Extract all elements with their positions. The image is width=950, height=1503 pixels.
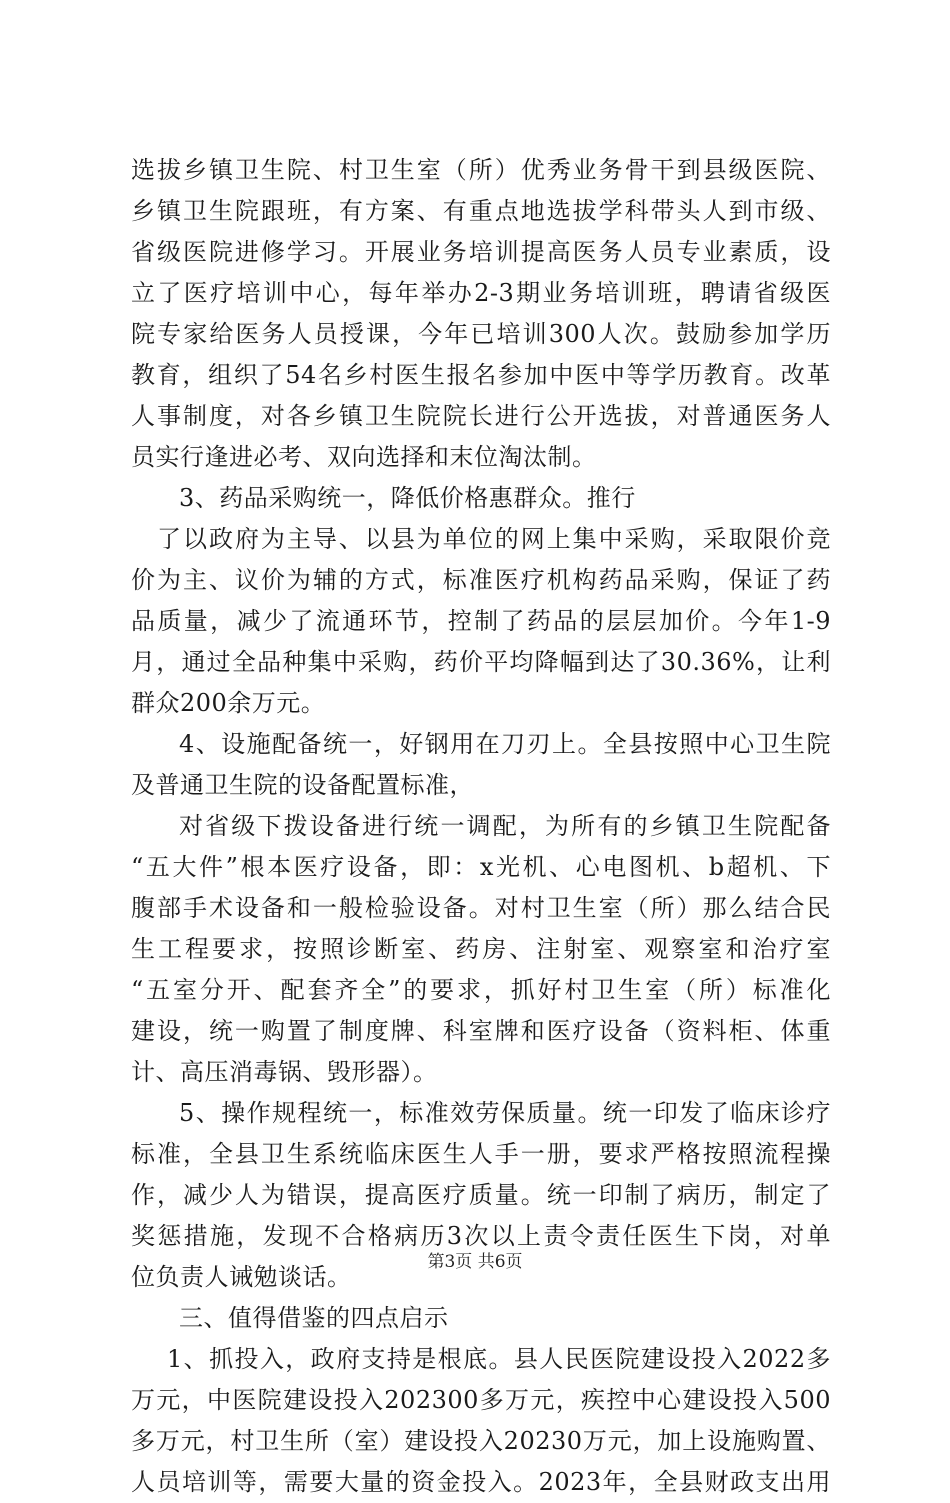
page-footer: [0, 1247, 950, 1272]
text-line: 院专家给医务人员授课，今年已培训300人次。鼓励参加学历: [131, 320, 831, 348]
text-line: 教育，组织了54名乡村医生报名参加中医中等学历教育。改革: [131, 361, 831, 389]
page-indicator: 第3页 共6页: [427, 1252, 523, 1272]
text-line: 建设，统一购置了制度牌、科室牌和医疗设备（资料柜、体重: [131, 1017, 831, 1045]
text-line: 及普通卫生院的设备配置标准，: [131, 771, 474, 799]
section-heading-5: 5、操作规程统一，标准效劳保质量。统一印发了临床诊疗: [179, 1099, 831, 1127]
section-heading-4: 4、设施配备统一，好钢用在刀刃上。全县按照中心卫生院: [179, 730, 831, 758]
section-heading-part3: 三、值得借鉴的四点启示: [179, 1304, 449, 1332]
text-line: 万元，中医院建设投入202300多万元，疾控中心建设投入500: [131, 1386, 831, 1414]
text-line: 作，减少人为错误，提高医疗质量。统一印制了病历，制定了: [131, 1181, 831, 1209]
text-line: 标准，全县卫生系统临床医生人手一册，要求严格按照流程操: [131, 1140, 831, 1168]
text-line: 群众200余万元。: [131, 689, 326, 717]
text-line: 立了医疗培训中心，每年举办2-3期业务培训班，聘请省级医: [131, 279, 831, 307]
text-line: “五室分开、配套齐全”的要求，抓好村卫生室（所）标准化: [131, 976, 831, 1004]
text-line: 计、高压消毒锅、毁形器）。: [131, 1058, 438, 1086]
text-line: 选拔乡镇卫生院、村卫生室（所）优秀业务骨干到县级医院、: [131, 156, 831, 184]
text-line: 了以政府为主导、以县为单位的网上集中采购，采取限价竞: [157, 525, 831, 553]
text-line: 腹部手术设备和一般检验设备。对村卫生室（所）那么结合民: [131, 894, 831, 922]
text-line: 人事制度，对各乡镇卫生院院长进行公开选拔，对普通医务人: [131, 402, 831, 430]
text-line: 价为主、议价为辅的方式，标准医疗机构药品采购，保证了药: [131, 566, 831, 594]
text-line: 生工程要求，按照诊断室、药房、注射室、观察室和治疗室: [131, 935, 831, 963]
text-line: 省级医院进修学习。开展业务培训提高医务人员专业素质，设: [131, 238, 831, 266]
text-line: 对省级下拨设备进行统一调配，为所有的乡镇卫生院配备: [179, 812, 831, 840]
section-heading-3: 3、药品采购统一，降低价格惠群众。推行: [179, 484, 636, 512]
text-line: 乡镇卫生院跟班，有方案、有重点地选拔学科带头人到市级、: [131, 197, 831, 225]
text-line: 员实行逢进必考、双向选择和末位淘汰制。: [131, 443, 597, 471]
text-line: 位负责人诫勉谈话。: [131, 1263, 352, 1291]
text-line: 月，通过全品种集中采购，药价平均降幅到达了30.36%，让利: [131, 648, 831, 676]
text-line: 奖惩措施，发现不合格病历3次以上责令责任医生下岗，对单: [131, 1222, 831, 1250]
text-line: 人员培训等，需要大量的资金投入。2023年，全县财政支出用: [131, 1468, 831, 1496]
text-line: “五大件”根本医疗设备，即：x光机、心电图机、b超机、下: [131, 853, 831, 881]
text-line: 多万元，村卫生所（室）建设投入20230万元，加上设施购置、: [131, 1427, 831, 1455]
text-line: 品质量，减少了流通环节，控制了药品的层层加价。今年1-9: [131, 607, 831, 635]
body-text: [131, 150, 831, 1503]
section-heading-1: 1、抓投入，政府支持是根底。县人民医院建设投入2022多: [167, 1345, 831, 1373]
